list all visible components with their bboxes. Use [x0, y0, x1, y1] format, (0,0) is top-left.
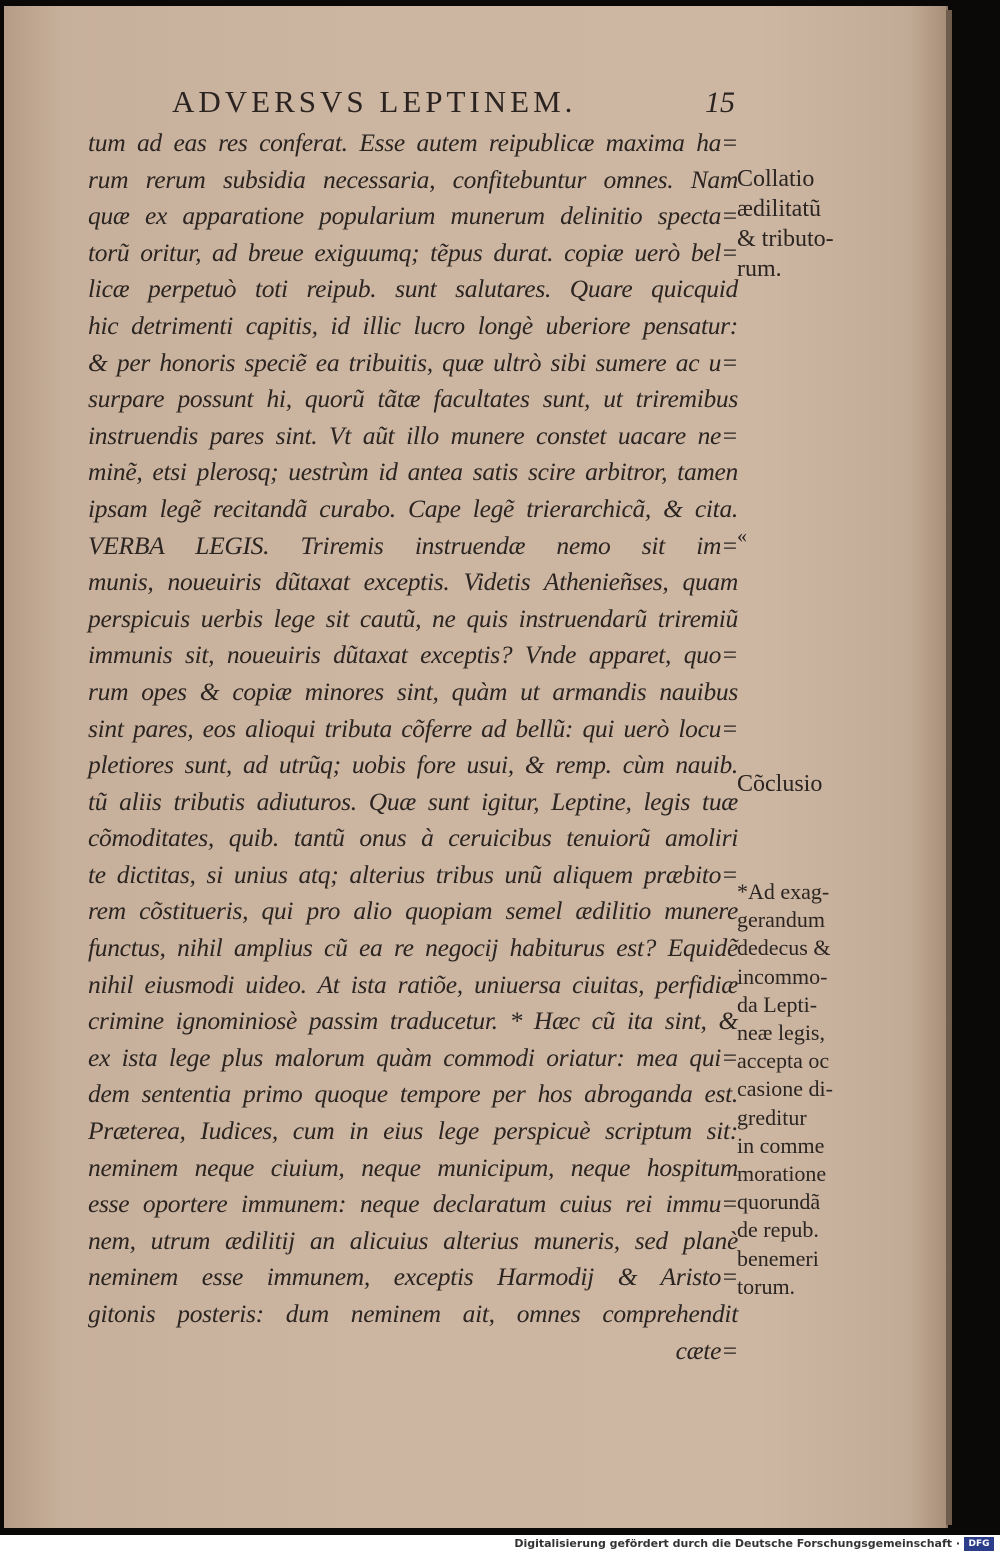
text-line: & per honoris speciẽ ea tribuitis, quæ ultrò sibi sumere ac u= [88, 347, 738, 377]
text-line: surpare possunt hi, quorũ tãtæ facultates sunt, ut triremibus [88, 384, 738, 414]
text-line: tum ad eas res conferat. Esse autem reipublicæ maxima ha= [88, 128, 738, 157]
margin-note-line: gerandum [737, 907, 825, 933]
text-line: esse oportere immunem: neque declaratum cuius rei immu= [88, 1189, 738, 1219]
margin-note-line: dedecus & [737, 935, 831, 961]
text-line: torũ oritur, ad breue exiguumq; tẽpus durat. copiæ uerò bel= [88, 237, 738, 267]
margin-quote-mark: « [737, 525, 747, 547]
text-line: rem cõstitueris, qui pro alio quopiam semel ædilitio munere [88, 896, 738, 926]
catchword: cæte= [675, 1335, 738, 1365]
running-head: ADVERSVS LEPTINEM. [172, 84, 577, 119]
margin-note-line: casione di- [737, 1076, 833, 1102]
text-line: nihil eiusmodi uideo. At ista ratiõe, uniuersa ciuitas, perfidiæ [88, 969, 738, 999]
page-edge [946, 10, 952, 1525]
margin-note-line: da Lepti- [737, 991, 818, 1017]
text-line: rum opes & copiæ minores sint, quàm ut armandis nauibus [88, 676, 738, 706]
text-line: VERBA LEGIS. Triremis instruendæ nemo sit im= [88, 530, 738, 560]
text-line: crimine ignominiosè passim traducetur. * Hæc cũ ita sint, & [88, 1006, 738, 1036]
margin-note-collatio [737, 164, 897, 284]
text-line: neminem neque ciuium, neque municipum, neque hospitum [88, 1152, 738, 1182]
text-line: dem sententia primo quoque tempore per hos abroganda est. [88, 1079, 738, 1109]
text-line: te dictitas, si unius atq; alterius tribus unũ aliquem præbito= [88, 859, 738, 889]
margin-note-line: greditur [737, 1104, 807, 1130]
text-line: munis, noueuiris dũtaxat exceptis. Videtis Athenieñses, quam [88, 567, 738, 597]
text-line: pletiores sunt, ad utrũq; uobis fore usui, & remp. cùm nauib. [88, 750, 738, 780]
text-line: instruendis pares sint. Vt aũt illo munere constet uacare ne= [88, 420, 738, 450]
text-line: perspicuis uerbis lege sit cautũ, ne quis instruendarũ triremiũ [88, 603, 738, 633]
body-text [88, 125, 738, 1369]
text-line: immunis sit, noueuiris dũtaxat exceptis? Vnde apparet, quo= [88, 640, 738, 670]
margin-note-line: Cõclusio [737, 771, 823, 797]
footer-credit: Digitalisierung gefördert durch die Deutsche Forschungsgemeinschaft · [514, 1537, 960, 1550]
margin-note-line: in comme [737, 1132, 825, 1158]
dfg-logo: DFG [964, 1537, 994, 1551]
page-number: 15 [705, 86, 735, 119]
margin-note-line: Collatio [737, 166, 815, 192]
text-line: hic detrimenti capitis, id illic lucro longè uberiore pensatur: [88, 310, 738, 340]
footer-bar [0, 1535, 1000, 1554]
text-line: neminem esse immunem, exceptis Harmodij & Aristo= [88, 1262, 738, 1292]
text-line: sint pares, eos alioqui tributa cõferre ad bellũ: qui uerò locu= [88, 713, 738, 743]
text-line: Præterea, Iudices, cum in eius lege perspicuè scriptum sit: [88, 1116, 738, 1146]
text-line: quæ ex apparatione popularium munerum delinitio specta= [88, 201, 738, 231]
margin-note-line: torum. [737, 1273, 796, 1299]
margin-note-line: moratione [737, 1161, 827, 1187]
margin-note-conclusio [737, 770, 897, 799]
text-line: rum rerum subsidia necessaria, confitebuntur omnes. Nam [88, 164, 738, 194]
text-line: gitonis posteris: dum neminem ait, omnes comprehendit [88, 1299, 738, 1328]
margin-note-line: *Ad exag- [737, 879, 830, 904]
margin-note-line: quorundã [737, 1189, 821, 1215]
margin-note-line: rum. [737, 256, 782, 282]
text-line: tũ aliis tributis adiuturos. Quæ sunt igitur, Leptine, legis tuæ [88, 786, 738, 816]
text-line: nem, utrum ædilitij an alicuius alterius muneris, sed planè [88, 1225, 738, 1255]
margin-note-line: de repub. [737, 1217, 819, 1243]
text-line: minẽ, etsi plerosq; uestrùm id antea satis scire arbitror, tamen [88, 457, 738, 487]
margin-note-line: ædilitatũ [737, 196, 821, 222]
text-line: ex ista lege plus malorum quàm commodi oriatur: mea qui= [88, 1042, 738, 1072]
text-line: licæ perpetuò toti reipub. sunt salutares. Quare quicquid [88, 274, 738, 304]
text-line: functus, nihil amplius cũ ea re negocij habiturus est? Equidẽ [88, 933, 738, 963]
margin-note-ad-exaggerandum [737, 878, 897, 1301]
margin-note-line: accepta oc [737, 1048, 830, 1074]
margin-note-line: benemeri [737, 1245, 819, 1271]
margin-note-line: incommo- [737, 963, 828, 989]
text-line: ipsam legẽ recitandã curabo. Cape legẽ trierarchicã, & cita. [88, 493, 738, 523]
text-line: cõmoditates, quib. tantũ onus à ceruicibus tenuiorũ amoliri [88, 823, 738, 853]
margin-note-line: neæ legis, [737, 1020, 825, 1046]
margin-note-line: & tributo- [737, 226, 834, 252]
